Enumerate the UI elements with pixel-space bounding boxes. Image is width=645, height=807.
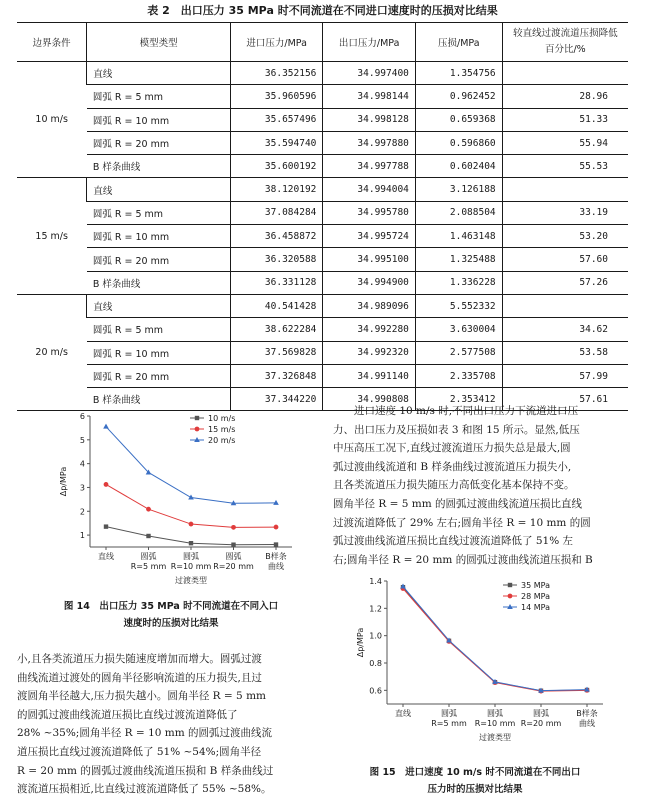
- x-tick-label: R=20 mm: [213, 562, 254, 571]
- data-point: [146, 507, 151, 512]
- legend-marker: [508, 594, 513, 599]
- figure-15-caption-line1: 图 15 进口速度 10 m/s 时不同流道在不同出口: [369, 767, 581, 778]
- data-point: [189, 522, 194, 527]
- y-tick-label: 0.8: [369, 659, 382, 668]
- right-line: 中压高压工况下,直线过渡流道压力损失总是最大,圆: [333, 442, 571, 455]
- reduction-percent-cell: 53.58: [502, 341, 628, 364]
- right-paragraph: [333, 402, 629, 569]
- model-cell: 直线: [87, 294, 231, 317]
- x-tick-label: 圆弧: [533, 709, 549, 718]
- x-tick-label: R=20 mm: [520, 719, 562, 728]
- table-row: [17, 201, 628, 224]
- pressure-loss-cell: 3.126188: [415, 178, 502, 201]
- data-point: [274, 542, 278, 546]
- right-line: 且各类流道压力损失随压力高低变化基本保持不变。: [333, 479, 575, 492]
- inlet-pressure-cell: 38.120192: [230, 178, 322, 201]
- left-line: R = 20 mm 的圆弧过渡曲线流道压损和 B 样条曲线过: [17, 764, 274, 777]
- inlet-pressure-cell: 36.352156: [230, 62, 322, 85]
- model-cell: B 样条曲线: [92, 395, 141, 407]
- data-point: [189, 541, 193, 545]
- y-tick-label: 1: [79, 531, 85, 541]
- x-tick-label: 曲线: [579, 719, 595, 728]
- right-line: 弧过渡曲线流道压损比直线过渡流道降低了 51% 左: [333, 535, 574, 548]
- pressure-loss-cell: 0.596860: [415, 131, 502, 154]
- reduction-percent-cell: [502, 62, 628, 85]
- data-point: [188, 495, 194, 500]
- legend-label: 10 m/s: [208, 414, 236, 423]
- x-tick-label: 圆弧: [441, 709, 457, 718]
- outlet-pressure-cell: 34.995780: [323, 201, 415, 224]
- table-row: [17, 155, 628, 178]
- reduction-percent-cell: 55.94: [502, 131, 628, 154]
- header-model: 模型类型: [87, 23, 231, 62]
- pressure-loss-cell: 1.325488: [415, 248, 502, 271]
- figure-15-chart: [335, 573, 615, 758]
- x-axis-label: 过渡类型: [175, 576, 207, 585]
- x-tick-label: 圆弧: [140, 552, 157, 561]
- pressure-loss-cell: 1.336228: [415, 271, 502, 294]
- series-line: [106, 427, 276, 504]
- outlet-pressure-cell: 34.994004: [323, 178, 415, 201]
- reduction-percent-cell: 57.26: [502, 271, 628, 294]
- left-line: 渡圆角半径越大,压力损失越小。圆角半径 R = 5 mm: [17, 690, 266, 703]
- model-cell: 圆弧 R = 10 mm: [92, 232, 170, 244]
- legend-marker: [508, 583, 512, 587]
- data-point: [274, 525, 279, 530]
- figure-15-caption-line2: 压力时的压损对比结果: [427, 784, 523, 795]
- figure-15: [335, 573, 615, 758]
- legend-label: 28 MPa: [521, 592, 550, 601]
- series-line: [403, 587, 587, 691]
- pressure-loss-cell: 0.962452: [415, 85, 502, 108]
- series-line: [403, 589, 587, 692]
- reduction-percent-cell: [502, 178, 628, 201]
- header-loss: 压损/MPa: [415, 23, 502, 62]
- y-tick-label: 4: [79, 459, 85, 469]
- right-line: 圆角半径 R = 5 mm 的圆弧过渡曲线流道压损比直线: [333, 497, 582, 510]
- header-outlet: 出口压力/MPa: [323, 23, 415, 62]
- table-row: [17, 294, 628, 317]
- reduction-percent-cell: 57.99: [502, 364, 628, 387]
- boundary-condition-cell: 10 m/s: [35, 114, 68, 126]
- reduction-percent-cell: 28.96: [502, 85, 628, 108]
- header-condition: 边界条件: [32, 38, 71, 49]
- right-line: 右;圆角半径 R = 20 mm 的圆弧过渡曲线流道压损和 B: [333, 553, 593, 566]
- outlet-pressure-cell: 34.997788: [323, 155, 415, 178]
- reduction-percent-cell: 51.33: [502, 108, 628, 131]
- inlet-pressure-cell: 38.622284: [230, 318, 322, 341]
- data-point: [103, 424, 109, 429]
- right-line: 弧过渡曲线流道和 B 样条曲线过渡流道压力损失小,: [333, 460, 572, 473]
- model-cell: 直线: [87, 62, 231, 85]
- model-cell: 圆弧 R = 10 mm: [92, 115, 170, 127]
- figure-14-chart: [40, 405, 302, 590]
- figure-14-caption: [40, 598, 302, 632]
- inlet-pressure-cell: 35.960596: [230, 85, 322, 108]
- pressure-loss-cell: 0.659368: [415, 108, 502, 131]
- outlet-pressure-cell: 34.991140: [323, 364, 415, 387]
- pressure-loss-cell: 3.630004: [415, 318, 502, 341]
- reduction-percent-cell: 55.53: [502, 155, 628, 178]
- x-tick-label: 直线: [98, 552, 114, 561]
- x-tick-label: R=5 mm: [130, 562, 167, 571]
- table-row: [17, 364, 628, 387]
- outlet-pressure-cell: 34.989096: [323, 294, 415, 317]
- right-line: 过渡流道降低了 29% 左右;圆角半径 R = 10 mm 的圆: [333, 516, 591, 529]
- x-axis-label: 过渡类型: [479, 733, 511, 742]
- pressure-loss-cell: 2.353412: [415, 388, 502, 411]
- boundary-condition-cell: 15 m/s: [35, 230, 68, 242]
- x-tick-label: R=10 mm: [170, 562, 212, 571]
- series-line: [106, 484, 276, 527]
- x-tick-label: 圆弧: [183, 552, 199, 561]
- x-tick-label: B样条: [265, 552, 287, 561]
- x-tick-label: 曲线: [268, 562, 284, 571]
- table-row: [17, 318, 628, 341]
- left-line: 曲线流道过渡处的圆角半径影响流道的压力损失,且过: [17, 671, 262, 684]
- x-tick-label: R=10 mm: [474, 719, 516, 728]
- outlet-pressure-cell: 34.998144: [323, 85, 415, 108]
- x-tick-label: 圆弧: [225, 552, 242, 561]
- data-point: [231, 542, 235, 546]
- table-row: [17, 225, 628, 248]
- legend-marker: [195, 416, 199, 420]
- boundary-condition-cell: 20 m/s: [35, 347, 68, 359]
- outlet-pressure-cell: 34.997400: [323, 62, 415, 85]
- reduction-percent-cell: 33.19: [502, 201, 628, 224]
- table-row: [17, 271, 628, 294]
- model-cell: 圆弧 R = 20 mm: [92, 139, 170, 151]
- model-cell: 圆弧 R = 10 mm: [92, 348, 170, 360]
- table-row: [17, 62, 628, 85]
- x-tick-label: 直线: [395, 709, 411, 718]
- pressure-loss-cell: 1.354756: [415, 62, 502, 85]
- reduction-percent-cell: 34.62: [502, 318, 628, 341]
- x-tick-label: 圆弧: [487, 709, 503, 718]
- table-row: [17, 85, 628, 108]
- results-table: [17, 22, 628, 411]
- series-line: [403, 586, 587, 690]
- table-caption: 表 2 出口压力 35 MPa 时不同流道在不同进口速度时的压损对比结果: [147, 4, 498, 17]
- right-line: 进口速度 10 m/s 时,不同出口压力下流道进口压: [333, 405, 579, 417]
- data-point: [146, 534, 150, 538]
- y-tick-label: 6: [79, 412, 85, 421]
- model-cell: 圆弧 R = 5 mm: [92, 92, 164, 104]
- reduction-percent-cell: 53.20: [502, 225, 628, 248]
- figure-14-caption-line1: 图 14 出口压力 35 MPa 时不同流道在不同入口: [63, 601, 279, 612]
- outlet-pressure-cell: 34.990808: [323, 388, 415, 411]
- outlet-pressure-cell: 34.998128: [323, 108, 415, 131]
- y-tick-label: 2: [79, 507, 85, 517]
- y-axis-label: Δp/MPa: [356, 627, 365, 658]
- inlet-pressure-cell: 35.657496: [230, 108, 322, 131]
- left-line: 的圆弧过渡曲线流道压损比直线过渡流道降低了: [17, 708, 238, 721]
- model-cell: 直线: [87, 178, 231, 201]
- reduction-percent-cell: 57.61: [502, 388, 628, 411]
- outlet-pressure-cell: 34.992280: [323, 318, 415, 341]
- data-point: [231, 525, 236, 530]
- left-line: 28% ~35%;圆角半径 R = 10 mm 的圆弧过渡曲线流: [17, 727, 273, 740]
- y-tick-label: 1.0: [369, 631, 382, 641]
- inlet-pressure-cell: 37.084284: [230, 201, 322, 224]
- header-reduction: 较直线过渡流道压损降低百分比/%: [502, 23, 628, 62]
- pressure-loss-cell: 0.602404: [415, 155, 502, 178]
- inlet-pressure-cell: 36.320588: [230, 248, 322, 271]
- table-row: [17, 108, 628, 131]
- figure-15-caption: [335, 764, 615, 798]
- x-tick-label: R=5 mm: [431, 719, 467, 728]
- inlet-pressure-cell: 36.331128: [230, 271, 322, 294]
- pressure-loss-cell: 2.335708: [415, 364, 502, 387]
- inlet-pressure-cell: 37.326848: [230, 364, 322, 387]
- pressure-loss-cell: 2.577508: [415, 341, 502, 364]
- data-point: [273, 500, 279, 505]
- figure-14-caption-line2: 速度时的压损对比结果: [123, 618, 219, 629]
- right-line: 力、出口压力及压损如表 3 和图 15 所示。显然,低压: [333, 423, 580, 436]
- inlet-pressure-cell: 37.569828: [230, 341, 322, 364]
- outlet-pressure-cell: 34.997880: [323, 131, 415, 154]
- inlet-pressure-cell: 35.594740: [230, 131, 322, 154]
- reduction-percent-cell: 57.60: [502, 248, 628, 271]
- pressure-loss-cell: 5.552332: [415, 294, 502, 317]
- x-tick-label: B样条: [576, 709, 598, 718]
- y-tick-label: 3: [79, 483, 85, 493]
- legend-label: 14 MPa: [521, 603, 550, 612]
- outlet-pressure-cell: 34.992320: [323, 341, 415, 364]
- inlet-pressure-cell: 37.344220: [230, 388, 322, 411]
- outlet-pressure-cell: 34.994900: [323, 271, 415, 294]
- model-cell: 圆弧 R = 5 mm: [92, 208, 164, 220]
- left-paragraph: [17, 650, 315, 799]
- outlet-pressure-cell: 34.995724: [323, 225, 415, 248]
- y-tick-label: 0.6: [369, 686, 382, 696]
- left-line: 小,且各类流道压力损失随速度增加而增大。圆弧过渡: [17, 653, 262, 665]
- left-line: 道压损比直线过渡流道降低了 51% ~54%;圆角半径: [17, 745, 262, 758]
- y-axis-label: Δp/MPa: [59, 466, 68, 497]
- y-tick-label: 1.4: [369, 577, 382, 586]
- header-inlet: 进口压力/MPa: [230, 23, 322, 62]
- table-row: [17, 131, 628, 154]
- table-header-row: [17, 23, 628, 62]
- model-cell: 圆弧 R = 20 mm: [92, 255, 170, 267]
- inlet-pressure-cell: 35.600192: [230, 155, 322, 178]
- left-line: 渡流道压损相近,比直线过渡流道降低了 55% ~58%。: [17, 783, 272, 796]
- outlet-pressure-cell: 34.995100: [323, 248, 415, 271]
- data-point: [104, 482, 109, 487]
- pressure-loss-cell: 2.088504: [415, 201, 502, 224]
- model-cell: B 样条曲线: [92, 162, 141, 174]
- table-row: [17, 178, 628, 201]
- model-cell: 圆弧 R = 20 mm: [92, 372, 170, 383]
- inlet-pressure-cell: 36.458872: [230, 225, 322, 248]
- table-row: [17, 341, 628, 364]
- model-cell: B 样条曲线: [92, 278, 141, 290]
- pressure-loss-cell: 1.463148: [415, 225, 502, 248]
- table-row: [17, 248, 628, 271]
- legend-label: 35 MPa: [521, 581, 550, 590]
- y-tick-label: 1.2: [369, 604, 382, 614]
- figure-14: [40, 405, 302, 590]
- legend-marker: [195, 427, 200, 432]
- model-cell: 圆弧 R = 5 mm: [92, 325, 164, 337]
- reduction-percent-cell: [502, 294, 628, 317]
- inlet-pressure-cell: 40.541428: [230, 294, 322, 317]
- y-tick-label: 5: [79, 435, 85, 445]
- data-point: [104, 524, 108, 528]
- legend-label: 15 m/s: [208, 425, 236, 434]
- legend-label: 20 m/s: [208, 436, 236, 445]
